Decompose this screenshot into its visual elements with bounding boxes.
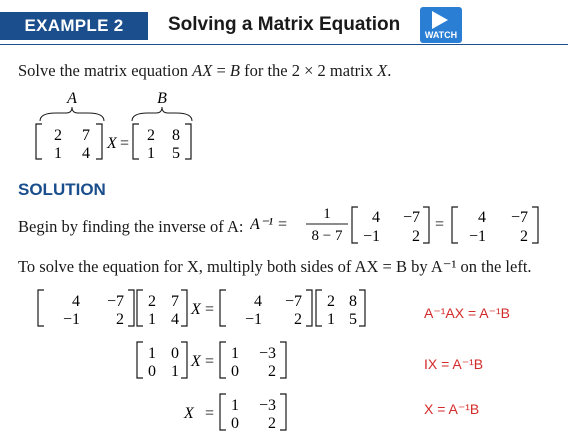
example-title: Solving a Matrix Equation <box>168 14 401 35</box>
svg-text:1: 1 <box>231 345 239 362</box>
svg-text:1: 1 <box>148 311 156 328</box>
brace-b <box>132 107 192 121</box>
svg-text:0: 0 <box>148 363 156 380</box>
svg-text:1: 1 <box>171 363 179 380</box>
svg-text:−3: −3 <box>258 345 276 362</box>
svg-text:X: X <box>191 301 201 318</box>
svg-text:−7: −7 <box>106 293 124 310</box>
svg-text:2: 2 <box>294 311 302 328</box>
step-note-2: IX = A⁻¹B <box>424 356 484 372</box>
svg-text:−3: −3 <box>258 397 276 414</box>
step2-identity <box>137 342 187 380</box>
svg-text:2: 2 <box>148 293 156 310</box>
svg-text:1: 1 <box>231 397 239 414</box>
svg-text:2: 2 <box>268 415 276 432</box>
svg-text:0: 0 <box>231 363 239 380</box>
label-a: A <box>67 90 77 107</box>
svg-text:5: 5 <box>349 311 357 328</box>
svg-text:4: 4 <box>254 293 262 310</box>
svg-text:4: 4 <box>478 209 486 226</box>
svg-text:−1: −1 <box>468 228 486 245</box>
svg-text:−7: −7 <box>402 209 420 226</box>
svg-text:−1: −1 <box>62 311 80 328</box>
svg-text:2: 2 <box>268 363 276 380</box>
brace-a <box>40 107 104 121</box>
svg-text:−1: −1 <box>362 228 380 245</box>
var-x: X <box>107 135 117 152</box>
svg-text:1: 1 <box>147 145 155 162</box>
fraction-denominator: 8 − 7 <box>311 228 343 244</box>
fraction-numerator: 1 <box>323 206 331 222</box>
matrix-a <box>36 124 102 162</box>
svg-text:7: 7 <box>82 127 90 144</box>
svg-text:5: 5 <box>172 145 180 162</box>
step2-result <box>220 342 286 380</box>
step1-b <box>316 290 365 328</box>
svg-text:0: 0 <box>171 345 179 362</box>
svg-text:2: 2 <box>116 311 124 328</box>
inverse-lhs: A⁻¹ = <box>250 216 288 233</box>
instruction-text: To solve the equation for X, multiply both sides of AX = B by A⁻¹ on the left. <box>18 257 532 276</box>
x-label: X <box>184 405 194 422</box>
svg-text:8: 8 <box>349 293 357 310</box>
step1-ainv-right <box>220 290 312 328</box>
svg-text:1: 1 <box>148 345 156 362</box>
svg-text:4: 4 <box>72 293 80 310</box>
solution-steps <box>0 280 400 439</box>
adjugate-matrix <box>352 207 429 245</box>
watch-label: WATCH <box>424 30 458 40</box>
watch-video-button[interactable] <box>420 7 462 43</box>
label-b: B <box>157 90 167 107</box>
svg-text:4: 4 <box>171 311 179 328</box>
inverse-matrix <box>452 207 538 245</box>
begin-text: Begin by finding the inverse of A: <box>18 217 244 236</box>
step-note-3: X = A⁻¹B <box>424 401 480 417</box>
svg-text:−7: −7 <box>510 209 528 226</box>
play-icon <box>432 11 448 29</box>
example-badge: EXAMPLE 2 <box>0 12 148 40</box>
problem-statement: Solve the matrix equation AX = B for the 2 × 2 matrix X. <box>18 61 392 80</box>
svg-text:2: 2 <box>147 127 155 144</box>
svg-text:2: 2 <box>520 228 528 245</box>
problem-matrices <box>0 85 568 175</box>
svg-text:7: 7 <box>171 293 179 310</box>
equals: = <box>120 135 130 152</box>
inverse-computation <box>250 200 568 252</box>
svg-text:2: 2 <box>327 293 335 310</box>
header-divider <box>0 44 568 45</box>
solution-heading: SOLUTION <box>18 180 106 199</box>
svg-text:2: 2 <box>54 127 62 144</box>
step-note-1: A⁻¹AX = A⁻¹B <box>424 305 510 321</box>
svg-text:1: 1 <box>54 145 62 162</box>
svg-text:4: 4 <box>82 145 90 162</box>
svg-text:=: = <box>205 301 215 318</box>
svg-text:4: 4 <box>372 209 380 226</box>
svg-text:2: 2 <box>412 228 420 245</box>
svg-text:0: 0 <box>231 415 239 432</box>
matrix-b <box>133 124 191 162</box>
svg-text:X: X <box>191 353 201 370</box>
step3-result <box>220 394 286 432</box>
svg-text:=: = <box>435 216 445 233</box>
svg-text:=: = <box>205 405 215 422</box>
step1-a <box>137 290 187 328</box>
svg-text:−7: −7 <box>284 293 302 310</box>
svg-text:−1: −1 <box>244 311 262 328</box>
svg-text:=: = <box>205 353 215 370</box>
svg-text:8: 8 <box>172 127 180 144</box>
svg-text:1: 1 <box>327 311 335 328</box>
step1-ainv <box>38 290 134 328</box>
